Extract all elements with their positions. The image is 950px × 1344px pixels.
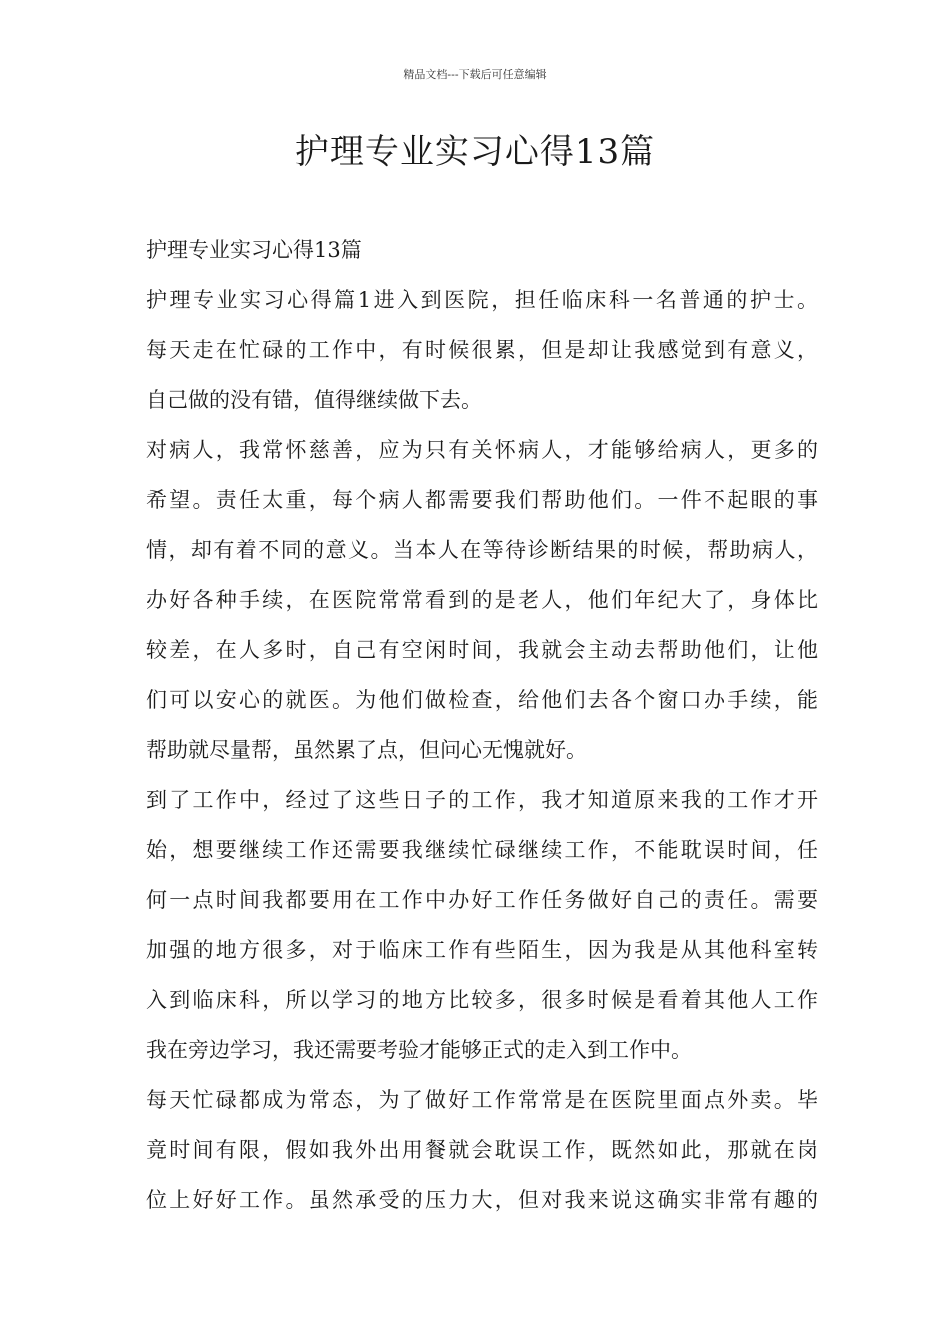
document-body [146, 231, 818, 1231]
text-line: 帮助就尽量帮，虽然累了点，但问心无愧就好。 [146, 738, 587, 762]
text-line: 每天走在忙碌的工作中，有时候很累，但是却让我感觉到有意义， [146, 338, 818, 362]
text-line: 位上好好工作。虽然承受的压力大，但对我来说这确实非常有趣的 [146, 1188, 818, 1212]
text-line: 入到临床科，所以学习的地方比较多，很多时候是看着其他人工作 [146, 988, 818, 1012]
text-line: 到了工作中，经过了这些日子的工作，我才知道原来我的工作才开 [146, 788, 818, 812]
text-line: 们可以安心的就医。为他们做检查，给他们去各个窗口办手续，能 [146, 688, 818, 712]
text-line: 护理专业实习心得篇1进入到医院，担任临床科一名普通的护士。 [146, 288, 818, 312]
text-line: 加强的地方很多，对于临床工作有些陌生，因为我是从其他科室转 [146, 938, 818, 962]
text-line: 较差，在人多时，自己有空闲时间，我就会主动去帮助他们，让他 [146, 638, 818, 662]
header-note: 精品文档---下载后可任意编辑 [403, 68, 547, 81]
document-title: 护理专业实习心得13篇 [294, 132, 656, 172]
text-line: 希望。责任太重，每个病人都需要我们帮助他们。一件不起眼的事 [146, 488, 818, 512]
text-line: 对病人，我常怀慈善，应为只有关怀病人，才能够给病人，更多的 [146, 438, 818, 462]
text-line: 情，却有着不同的意义。当本人在等待诊断结果的时候，帮助病人， [146, 538, 818, 562]
text-line: 竟时间有限，假如我外出用餐就会耽误工作，既然如此，那就在岗 [146, 1138, 818, 1162]
text-line: 每天忙碌都成为常态，为了做好工作常常是在医院里面点外卖。毕 [146, 1088, 818, 1112]
text-line: 办好各种手续，在医院常常看到的是老人，他们年纪大了，身体比 [146, 588, 818, 612]
text-line: 自己做的没有错，值得继续做下去。 [146, 388, 482, 412]
subtitle-line: 护理专业实习心得13篇 [146, 238, 362, 262]
text-line: 始，想要继续工作还需要我继续忙碌继续工作，不能耽误时间，任 [146, 838, 818, 862]
text-line: 我在旁边学习，我还需要考验才能够正式的走入到工作中。 [146, 1038, 692, 1062]
text-line: 何一点时间我都要用在工作中办好工作任务做好自己的责任。需要 [146, 888, 818, 912]
